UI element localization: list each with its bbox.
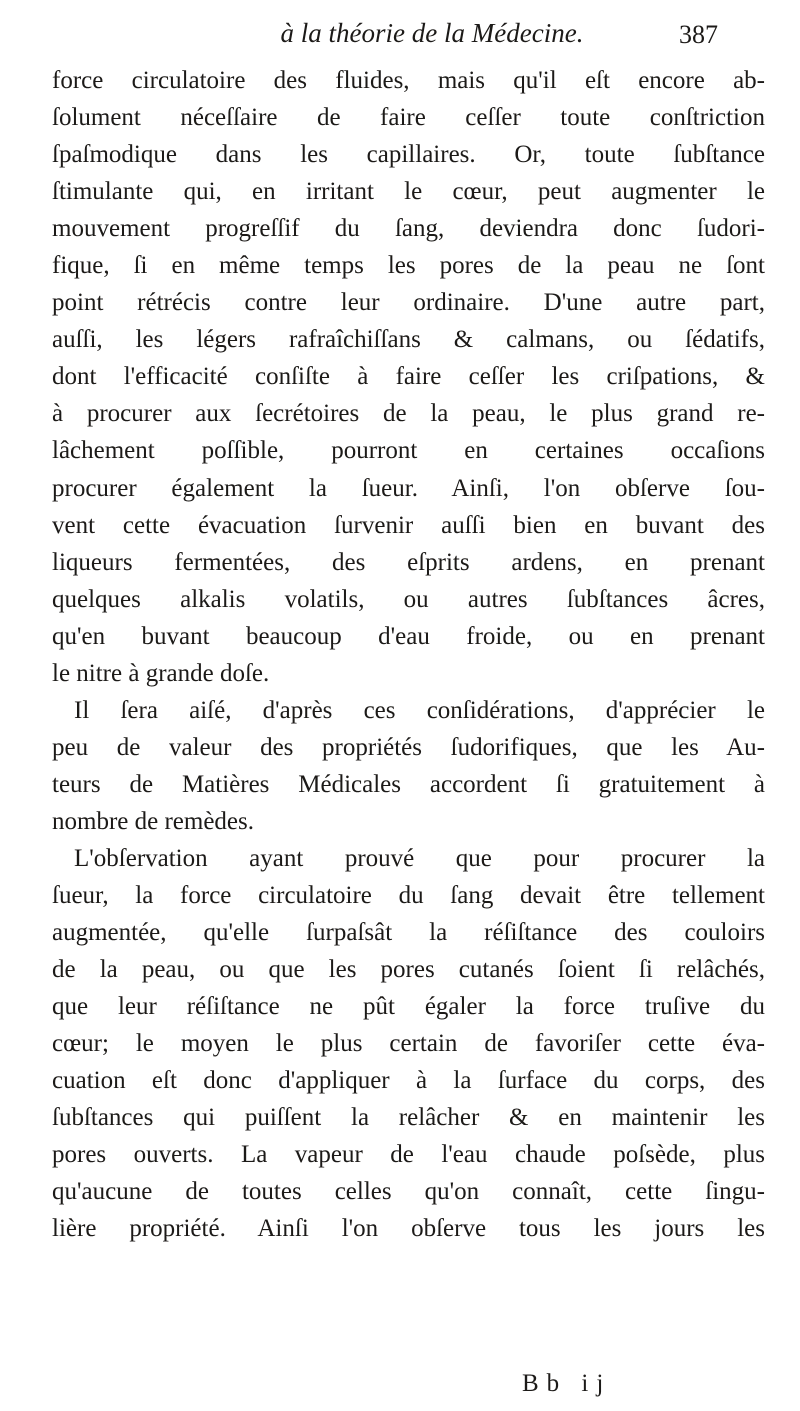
text-line: Il ſera aiſé, d'après ces conſidérations, d'apprécier le (74, 696, 765, 724)
text-line: cœur; le moyen le plus certain de favoriſer cette éva- (52, 1030, 765, 1058)
text-line: pores ouverts. La vapeur de l'eau chaude poſsède, plus (52, 1141, 765, 1169)
text-line: qu'aucune de toutes celles qu'on connaît, cette ſingu- (52, 1178, 765, 1206)
text-line: fique, ſi en même temps les pores de la peau ne ſont (52, 252, 765, 280)
text-line: à procurer aux ſecrétoires de la peau, le plus grand re- (52, 400, 765, 428)
text-line: augmentée, qu'elle ſurpaſsât la réſiſtance des couloirs (52, 919, 765, 947)
text-line: ſubſtances qui puiſſent la relâcher & en maintenir les (52, 1104, 765, 1132)
text-line: que leur réſiſtance ne pût égaler la force truſive du (52, 993, 765, 1021)
text-line: ſolument néceſſaire de faire ceſſer toute conſtriction (52, 104, 765, 132)
page-number: 387 (679, 20, 718, 49)
text-line: lâchement poſſible, pourront en certaines occaſions (52, 437, 765, 465)
text-line: ſtimulante qui, en irritant le cœur, peut augmenter le (52, 178, 765, 206)
text-line: vent cette évacuation ſurvenir auſſi bien en buvant des (52, 511, 765, 539)
text-line: qu'en buvant beaucoup d'eau froide, ou en prenant (52, 622, 765, 650)
text-line: de la peau, ou que les pores cutanés ſoient ſi relâchés, (52, 956, 765, 984)
text-line: ſpaſmodique dans les capillaires. Or, toute ſubſtance (52, 141, 765, 169)
text-line: mouvement progreſſif du ſang, deviendra donc ſudori- (52, 215, 765, 243)
text-line: le nitre à grande doſe. (52, 659, 270, 687)
body-text (52, 62, 765, 1248)
text-line: cuation eſt donc d'appliquer à la ſurface du corps, des (52, 1067, 765, 1095)
text-line: peu de valeur des propriétés ſudorifiques, que les Au- (52, 733, 765, 761)
text-line: point rétrécis contre leur ordinaire. D'une autre part, (52, 289, 765, 317)
text-line: teurs de Matières Médicales accordent ſi gratuitement à (52, 770, 765, 798)
running-head (60, 14, 740, 54)
signature-mark: Bb ij (522, 1370, 612, 1397)
text-line: lière propriété. Ainſi l'on obſerve tous les jours les (52, 1215, 765, 1243)
text-line: dont l'efficacité conſiſte à faire ceſſer les criſpations, & (52, 363, 765, 391)
text-line: ſueur, la force circulatoire du ſang devait être tellement (52, 882, 765, 910)
running-title: à la théorie de la Médecine. (280, 18, 584, 48)
text-line: force circulatoire des fluides, mais qu'il eſt encore ab- (52, 67, 765, 94)
text-line: nombre de remèdes. (52, 807, 255, 835)
text-line: quelques alkalis volatils, ou autres ſubſtances âcres, (52, 585, 765, 613)
text-line: procurer également la ſueur. Ainſi, l'on obſerve ſou- (52, 474, 765, 502)
text-line: liqueurs fermentées, des eſprits ardens, en prenant (52, 548, 765, 576)
text-line: auſſi, les légers rafraîchiſſans & calmans, ou ſédatifs, (52, 326, 765, 354)
text-line: L'obſervation ayant prouvé que pour procurer la (74, 844, 765, 872)
